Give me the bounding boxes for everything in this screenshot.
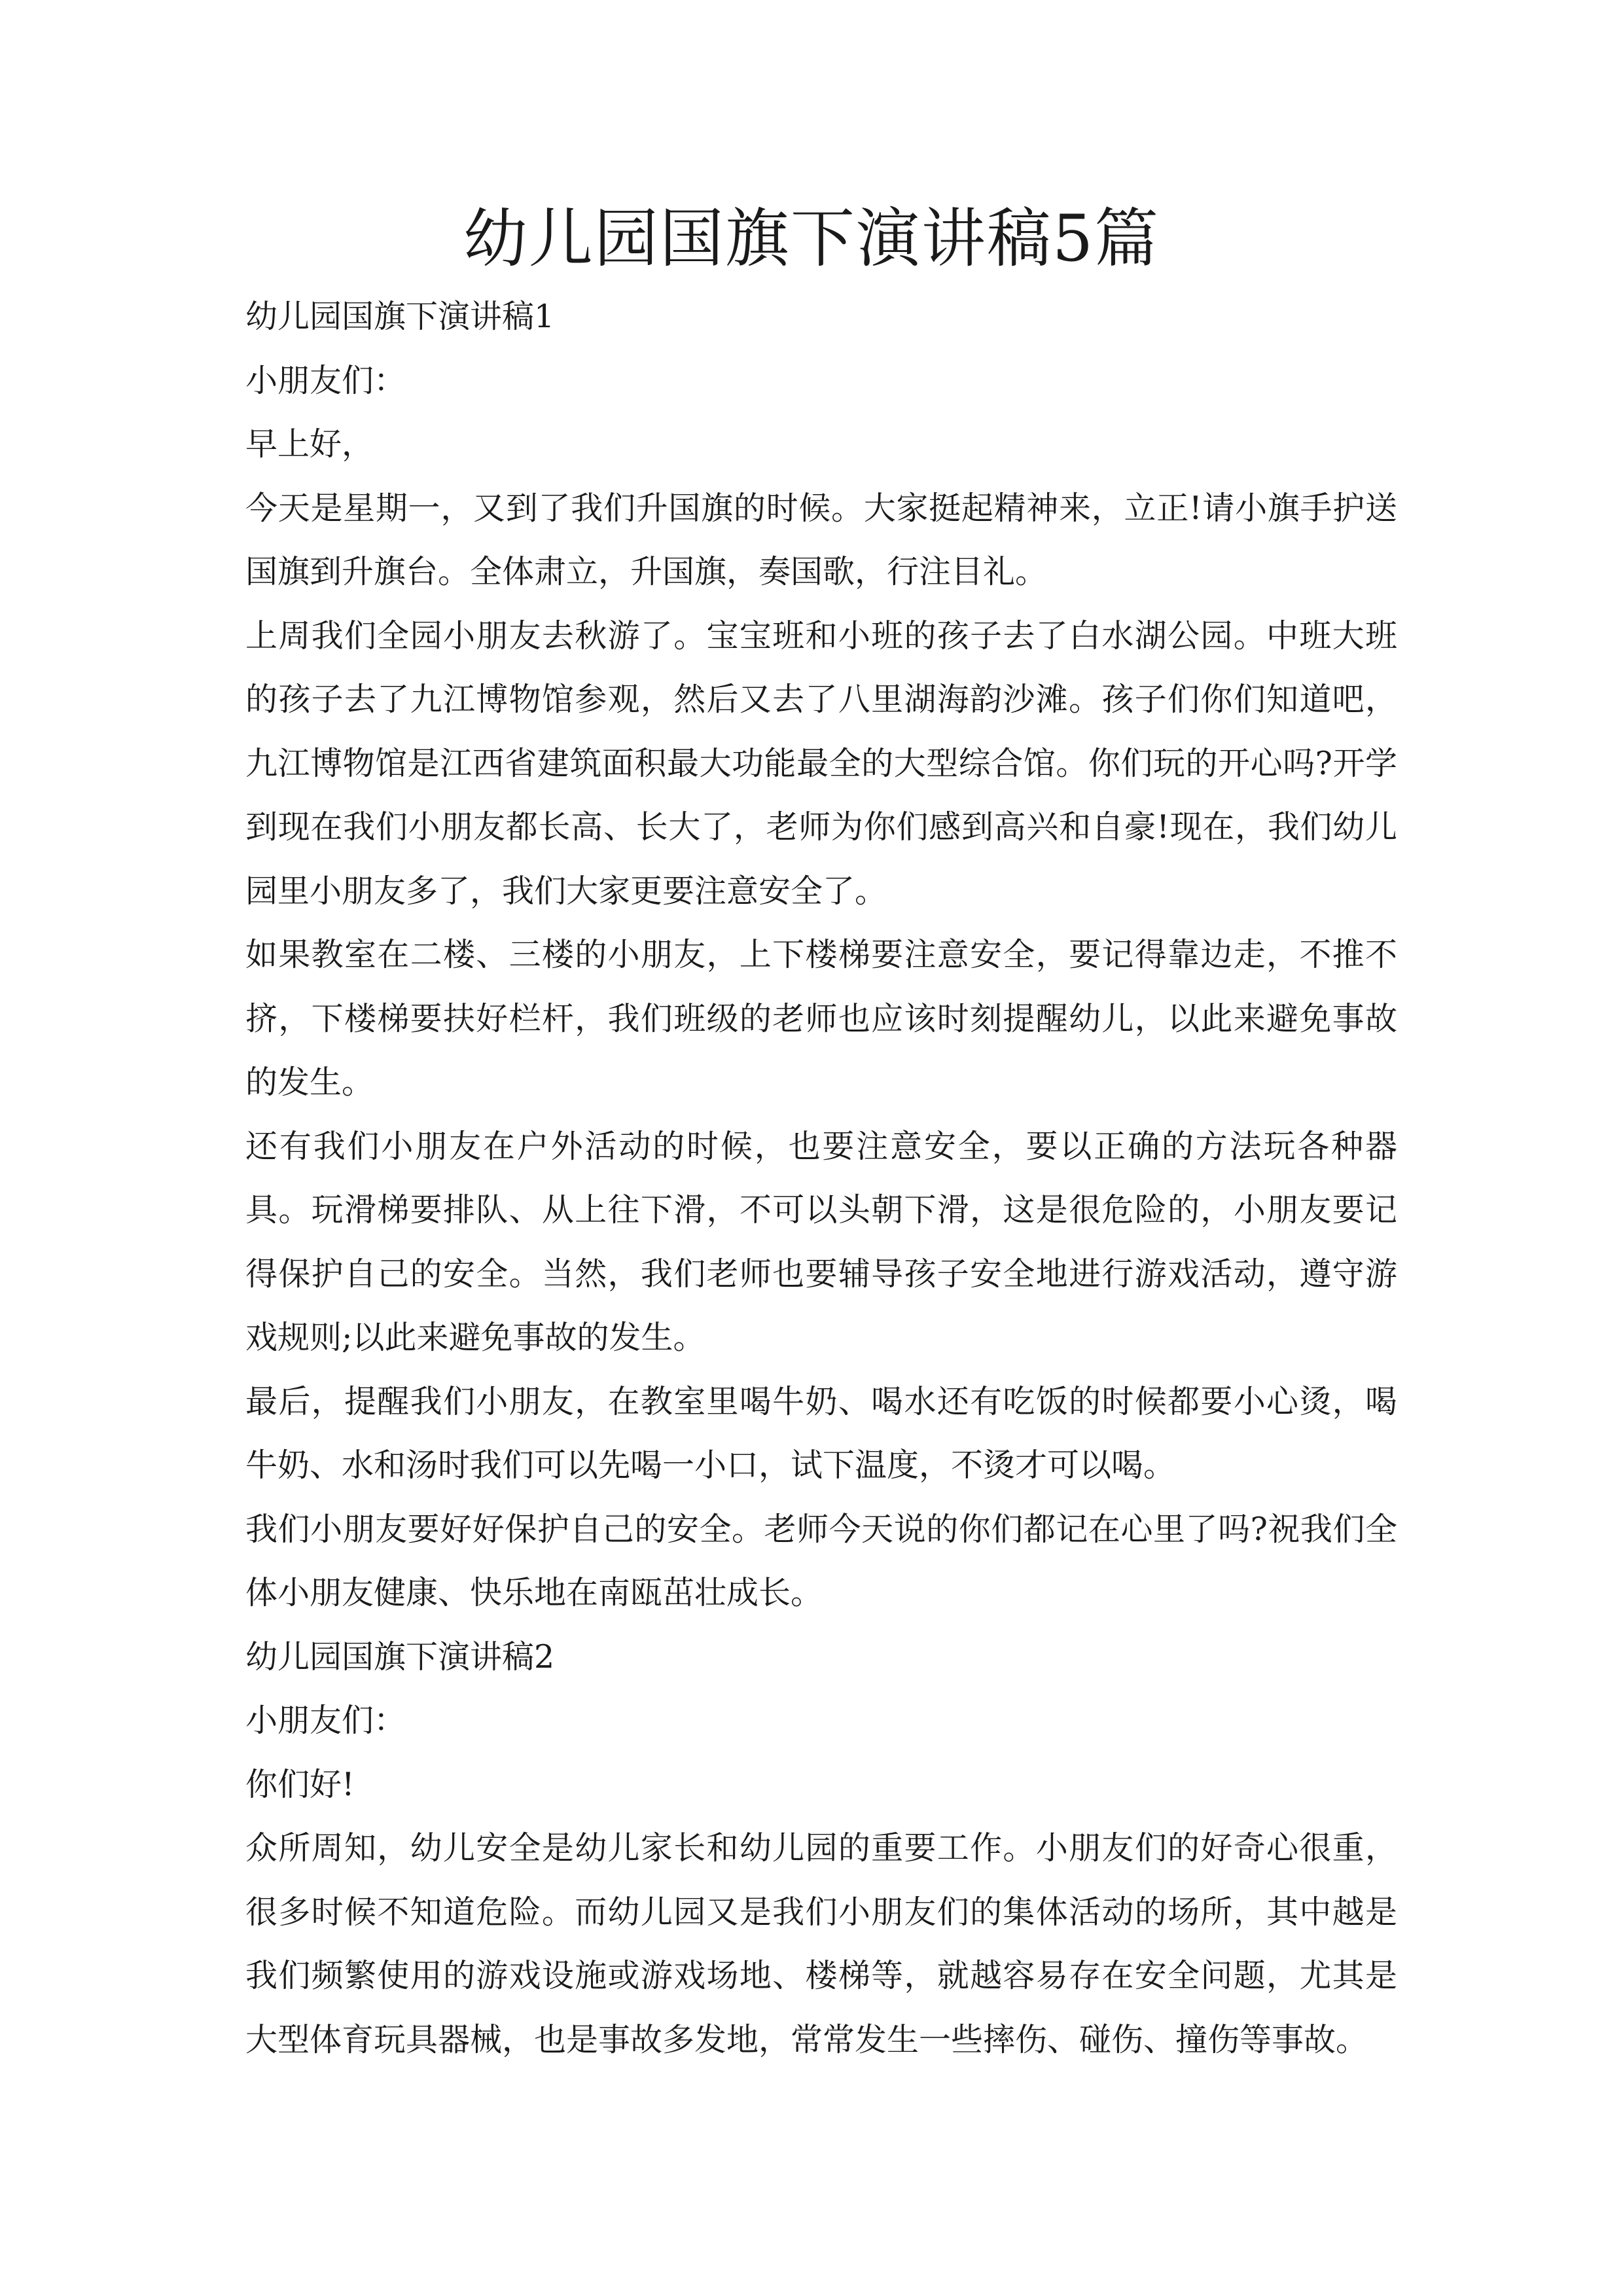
greeting: 你们好! [245,1765,355,1803]
body-paragraph: 如果教室在二楼、三楼的小朋友，上下楼梯要注意安全，要记得靠边走，不推不挤，下楼梯要扶好栏杆，我们班级的老师也应该时刻提醒幼儿，以此来避免事故的发生。 [245,936,1397,1101]
speech-heading: 幼儿园国旗下演讲稿1 [245,298,555,335]
body-paragraph: 我们小朋友要好好保护自己的安全。老师今天说的你们都记在心里了吗?祝我们全体小朋友健康、快乐地在南瓯茁壮成长。 [245,1510,1397,1611]
body-paragraph: 上周我们全园小朋友去秋游了。宝宝班和小班的孩子去了白水湖公园。中班大班的孩子去了九江博物馆参观，然后又去了八里湖海韵沙滩。孩子们你们知道吧，九江博物馆是江西省建筑面积最大功能最全的大型综合馆。你们玩的开心吗?开学到现在我们小朋友都长高、长大了，老师为你们感到高兴和自豪!现在，我们幼儿园里小朋友多了，我们大家更要注意安全了。 [245,617,1397,910]
salutation: 小朋友们： [245,361,406,399]
document-title: 幼儿园国旗下演讲稿5篇 [463,202,1160,276]
speech-heading: 幼儿园国旗下演讲稿2 [245,1638,555,1676]
greeting: 早上好， [245,425,374,463]
body-paragraph: 众所周知，幼儿安全是幼儿家长和幼儿园的重要工作。小朋友们的好奇心很重，很多时候不知道危险。而幼儿园又是我们小朋友们的集体活动的场所，其中越是我们频繁使用的游戏设施或游戏场地、楼梯等，就越容易存在安全问题，尤其是大型体育玩具器械，也是事故多发地，常常发生一些摔伤、碰伤、撞伤等事故。 [245,1829,1397,2058]
body-paragraph: 还有我们小朋友在户外活动的时候，也要注意安全，要以正确的方法玩各种器具。玩滑梯要排队、从上往下滑，不可以头朝下滑，这是很危险的，小朋友要记得保护自己的安全。当然，我们老师也要辅导孩子安全地进行游戏活动，遵守游戏规则;以此来避免事故的发生。 [245,1127,1397,1356]
document-body [245,285,1397,2072]
body-paragraph: 最后，提醒我们小朋友，在教室里喝牛奶、喝水还有吃饭的时候都要小心烫，喝牛奶、水和汤时我们可以先喝一小口，试下温度，不烫才可以喝。 [245,1382,1397,1484]
salutation: 小朋友们： [245,1702,406,1739]
body-paragraph: 今天是星期一，又到了我们升国旗的时候。大家挺起精神来，立正!请小旗手护送国旗到升旗台。全体肃立，升国旗，奏国歌，行注目礼。 [245,489,1397,590]
